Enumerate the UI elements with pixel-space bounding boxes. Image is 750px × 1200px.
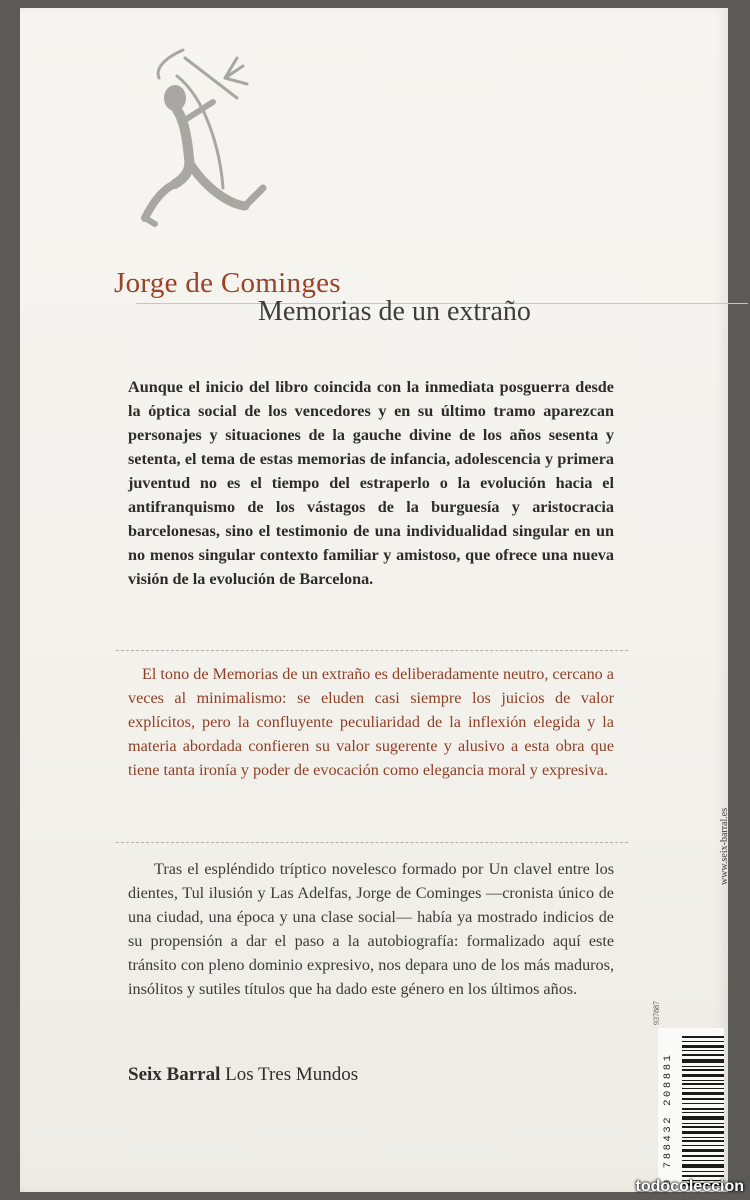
isbn-number: 9 788432 208881 [662, 1052, 674, 1186]
publisher-website: www.seix-barral.es [719, 807, 730, 885]
paragraph-divider [116, 650, 628, 651]
publisher-name: Seix Barral [128, 1064, 221, 1085]
paragraph-divider [116, 842, 628, 843]
blurb-paragraph-1: Aunque el inicio del libro coincida con la inmediata posguerra desde la óptica social de los vencedores y en su último tramo aparezcan personajes y situaciones de la gauche divine de los años sesenta y setenta, el tema de estas memorias de infancia, adolescencia y primera juventud no es el tiempo del estraperlo o la evolución hacia el antifranquismo de los vástagos de la burguesía y aristocracia barcelonesas, sino el testimonio de una individualidad singular en un no menos singular contexto familiar y amistoso, que ofrece una nueva visión de la evolución de Barcelona. [128, 378, 614, 588]
publisher-line [128, 1064, 358, 1086]
blurb-paragraph-2: El tono de Memorias de un extraño es deliberadamente neutro, cercano a veces al minimalismo: se eluden casi siempre los juicios de valor explícitos, pero la confluyente peculiaridad de la inflexión elegida y la materia abordada confieren su valor sugerente y alusivo a esta obra que tiene tanta ironía y poder de evocación como elegancia moral y expresiva. [128, 665, 614, 779]
back-cover [20, 8, 728, 1192]
book-title: Memorias de un extraño [258, 296, 531, 327]
blurb-paragraph-3: Tras el espléndido tríptico novelesco formado por Un clavel entre los dientes, Tul ilusión y Las Adelfas, Jorge de Cominges —cronista único de una ciudad, una época y una clase social— había ya mostrado indicios de su propensión a dar el paso a la autobiografía: formalizado aquí este tránsito con pleno dominio expresivo, nos depara uno de los más maduros, insólitos y sutiles títulos que ha dado este género en los últimos años. [128, 860, 614, 998]
watermark-text: todocoleccion [635, 1178, 744, 1195]
barcode-icon [682, 1036, 724, 1186]
author-name: Jorge de Cominges [114, 267, 341, 299]
collection-name: Los Tres Mundos [225, 1064, 359, 1085]
product-code: 937887 [652, 1001, 661, 1025]
running-archer-figure-icon [125, 38, 300, 238]
